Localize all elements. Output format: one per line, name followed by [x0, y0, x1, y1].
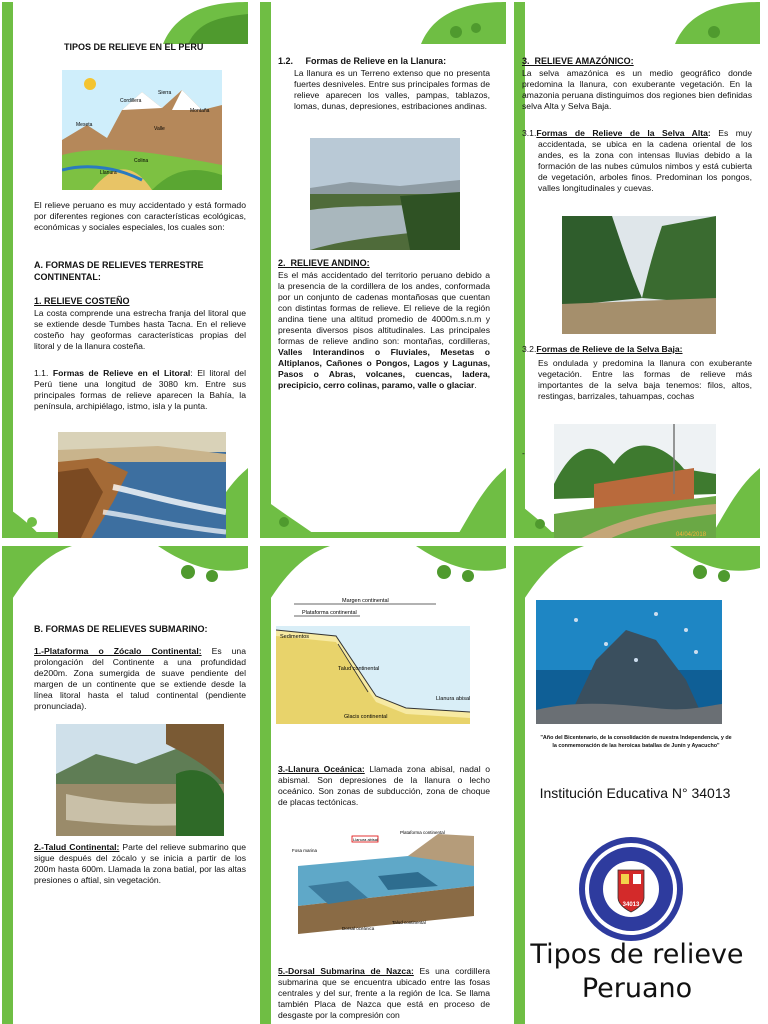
talud-text: Parte del relieve submarino que sigue después del zócalo y se inicia a partir de los 200m hasta 600m. Llamada la zona batial, por las altas presiones o aftial, sin vegetación.: [34, 842, 246, 885]
green-frame: [2, 546, 13, 1024]
selva-baja-photo: [554, 424, 716, 538]
selva-alta-colon: :: [707, 128, 711, 138]
relieve-andino-heading: 2. RELIEVE ANDINO:: [278, 258, 370, 268]
diagram-label: Glacis continental: [344, 714, 388, 720]
seal-number: 34013: [622, 902, 640, 908]
llanura-oceanica-text: Llamada zona abisal, nadal o abismal. Son depresiones de la llanura o lecho oceánico. Son zonas de subducción, zona de choque de placas tectónicas.: [278, 764, 490, 807]
talud-paragraph: [34, 842, 246, 886]
block-diagram-label: Talud continental: [392, 920, 426, 925]
selva-alta-paragraph: [522, 128, 752, 194]
llanura-oceanica-paragraph: [278, 764, 490, 808]
bicentennial-motto: "Año del Bicentenario, de la consolidación de nuestra Independencia, y de la conmemoración de las heroicas batallas de Junín y Ayacucho": [540, 735, 732, 750]
ocean-floor-block-diagram: [288, 826, 474, 938]
section-a-heading: A. FORMAS DE RELIEVES TERRESTRE CONTINENTAL:: [34, 260, 204, 282]
llanura-heading: 1.2. Formas de Relieve en la Llanura:: [278, 56, 447, 66]
leaf-decoration-icon: [416, 2, 506, 44]
llanura-oceanica-heading: 3.-Llanura Oceánica:: [278, 764, 365, 774]
talud-heading: 2.-Talud Continental:: [34, 842, 120, 852]
submarine-valley-photo: [56, 724, 224, 836]
litoral-text: : El litoral del Perú tiene una longitud de 3080 km. Entre sus principales formas de relieve aparecen la Bahía, la península, archipiélago, istmo, isla y la punta.: [34, 368, 246, 411]
panel-llanura-andino: [260, 2, 506, 538]
diagram-label: Plataforma continental: [302, 610, 357, 616]
relieve-andino-end: .: [474, 380, 477, 390]
leaf-decoration-icon: [426, 468, 506, 538]
llanura-text: La llanura es un Terreno extenso que no presenta fuertes desniveles. Entre sus principales formas de relieve aparecen los valles, pampas, tablazos, lomas, dunas, depresiones, estribaciones andinas.: [294, 68, 490, 111]
diagram-label: Margen continental: [342, 598, 389, 604]
selva-baja-paragraph: [522, 344, 752, 355]
map-label: Valle: [154, 126, 165, 132]
selva-alta-number: 3.1.: [522, 128, 537, 138]
green-frame: [2, 2, 13, 538]
relieve-costeno-text: La costa comprende una estrecha franja del litoral que se extiende desde Tumbes hasta Tacna. En el relieve costeño hay geoformas características propias del litoral y de la llanura costeña.: [34, 308, 246, 351]
diagram-label: Sedimentos: [280, 634, 310, 640]
leaf-decoration-icon: [416, 546, 506, 588]
litoral-heading: Formas de Relieve en el Litoral: [52, 368, 191, 378]
leaf-decoration-icon: [158, 2, 248, 44]
map-label: Montaña: [190, 108, 210, 114]
block-diagram-label: Llanura abisal: [353, 837, 378, 842]
map-label: Colina: [134, 158, 149, 164]
relieve-andino-text: [278, 270, 490, 391]
photo-date-stamp: 04/04/2018: [676, 532, 707, 538]
panel-relieve-amazonico: [514, 2, 760, 538]
map-label: Sierra: [158, 90, 172, 96]
relieve-andino-body: Es el más accidentado del territorio peruano debido a la presencia de la cordillera de los andes, conformada por un conjunto de cadenas montañosas que cuentan con distintas formas de relieve. El relieve de la región andina tiene una altitud promedio de 4000m.s.n.m y presenta diversos pisos altitudinales. Las principales formas de relieve andino son: montañas, cordilleras,: [278, 270, 490, 346]
block-diagram-label: Plataforma continental: [400, 830, 445, 835]
relieve-andino-forms: Valles Interandinos o Fluviales, Mesetas o Altiplanos, Cañones o Pongos, Lagos y Lagunas, Pasos o Abras, volcanes, cuencas, ladera, precipicio, cerro colinas, paramo, valle o glaciar: [278, 347, 490, 390]
plataforma-heading: 1.-Plataforma o Zócalo Continental:: [34, 646, 202, 656]
selva-alta-photo: [562, 216, 716, 334]
intro-paragraph: El relieve peruano es muy accidentado y está formado por diferentes regiones con características ecológicas, económicas y sociales especiales, los cuales son:: [34, 200, 246, 232]
block-diagram-label: Fosa marina: [292, 848, 318, 853]
leaf-decoration-icon: [260, 486, 380, 538]
diagram-label: Talud continental: [338, 666, 380, 672]
leaf-decoration-icon: [670, 546, 760, 588]
panel-llanura-oceanica: [260, 546, 506, 1024]
relieve-amazonico-text: La selva amazónica es un medio geográfico donde predomina la llanura, con exuberante vegetación. En la amazonia peruana distinguimos dos regiones bien definidas selva Alta y Selva Baja.: [522, 68, 752, 111]
selva-baja-text: Es ondulada y predomina la llanura con exuberante vegetación. Entre las formas de relieve más importantes de la selva baja tenemos: filos, altos, restingas, barrizales, tahuampas, cochas: [538, 358, 752, 401]
selva-alta-heading: Formas de Relieve de la Selva Alta: [536, 128, 708, 138]
selva-baja-number: 3.2.: [522, 344, 537, 354]
leaf-decoration-icon: [670, 2, 760, 44]
school-seal: [578, 836, 684, 942]
selva-baja-heading: Formas de Relieve de la Selva Baja:: [536, 344, 683, 354]
institution-name: Institución Educativa N° 34013: [539, 785, 731, 801]
page-title: TIPOS DE RELIEVE EN EL PERU: [64, 42, 204, 52]
relieve-costeno-heading: 1. RELIEVE COSTEÑO: [34, 296, 130, 306]
panel-cover: [514, 546, 760, 1024]
block-diagram-label: Dorsal oceánica: [342, 926, 375, 931]
diagram-label: Llanura abisal: [436, 696, 470, 702]
continental-margin-diagram: [276, 596, 470, 724]
map-label: Llanura: [100, 170, 117, 176]
dorsal-nazca-heading: 5.-Dorsal Submarina de Nazca:: [278, 966, 414, 976]
cover-title: Tipos de relieve Peruano: [530, 939, 744, 1004]
river-plain-photo: [310, 138, 460, 250]
panel-tipos-de-relieve: [2, 2, 248, 538]
litoral-number: 1.1.: [34, 368, 49, 378]
section-b-heading: B. FORMAS DE RELIEVES SUBMARINO:: [34, 624, 208, 634]
green-frame: [260, 2, 271, 538]
dorsal-nazca-text: Es una cordillera submarina que se encuentra ubicado entre las fosas centrales y del sur, frente a la región de Ica. Se llama también Placa de Nazca que está en proceso de desgaste por la compresión con: [278, 966, 490, 1020]
relief-map-illustration: [62, 70, 222, 190]
map-label: Cordillera: [120, 98, 142, 104]
leaf-decoration-icon: [2, 546, 72, 616]
green-frame: [514, 546, 525, 1024]
plataforma-paragraph: [34, 646, 246, 712]
list-dash: -: [522, 448, 525, 458]
coastline-photo: [58, 432, 226, 538]
green-frame: [260, 546, 271, 1024]
litoral-paragraph: [34, 368, 246, 412]
selva-alta-text: Es muy accidentada, se ubica en la cadena oriental de los andes, es la zona con intensas lluvias debido a la formación de las nubes cúmulos nimbos y está cubierta de vegetación, arboles finos. Predominan los pongos, valles longitudinales y cuevas.: [538, 128, 752, 193]
underwater-reef-photo: [536, 600, 722, 724]
leaf-decoration-icon: [680, 1012, 760, 1024]
dorsal-nazca-paragraph: [278, 966, 490, 1021]
panel-relieves-submarino: [2, 546, 248, 1024]
relieve-amazonico-heading: 3. RELIEVE AMAZÓNICO:: [522, 56, 634, 66]
map-label: Meseta: [76, 122, 93, 128]
plataforma-text: Es una prolongación del Continente a una profundidad de200m. Zona sumergida de suave pendiente del margen de un continente que se extiende desde la línea litoral hasta el talud continental (pendiente pronunciada).: [34, 646, 246, 711]
leaf-decoration-icon: [158, 546, 248, 588]
